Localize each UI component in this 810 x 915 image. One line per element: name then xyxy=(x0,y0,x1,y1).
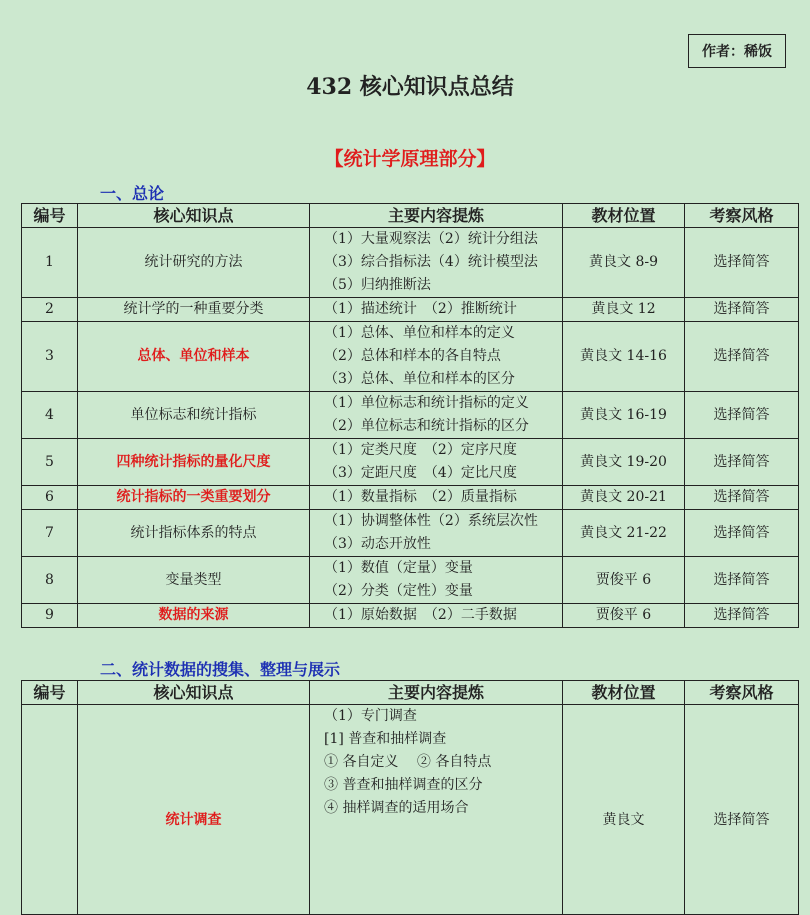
content-line: （1）大量观察法（2）统计分组法 xyxy=(324,231,538,247)
table-row xyxy=(22,510,799,557)
row-no: 4 xyxy=(22,392,78,439)
row-no: 9 xyxy=(22,604,78,628)
row-ref: 黄良文 14-16 xyxy=(563,322,685,392)
row-topic-highlighted: 数据的来源 xyxy=(78,604,310,628)
table-header-row xyxy=(22,681,799,705)
content-line: [1] 普查和抽样调查 xyxy=(324,731,447,747)
content-line: ③ 普查和抽样调查的区分 xyxy=(324,777,483,793)
table-header-row xyxy=(22,204,799,228)
col-header-ref: 教材位置 xyxy=(563,204,685,228)
table-row xyxy=(22,705,799,915)
row-content xyxy=(310,557,563,604)
content-line: （3）综合指标法（4）统计模型法 xyxy=(324,254,538,270)
table-row xyxy=(22,228,799,298)
content-line: （1）专门调查 xyxy=(324,708,417,724)
row-no: 2 xyxy=(22,298,78,322)
content-line: （1）原始数据 （2）二手数据 xyxy=(324,607,517,623)
row-no: 1 xyxy=(22,228,78,298)
row-topic: 统计指标体系的特点 xyxy=(78,510,310,557)
row-ref: 黄良文 12 xyxy=(563,298,685,322)
row-no: 3 xyxy=(22,322,78,392)
col-header-topic: 核心知识点 xyxy=(78,681,310,705)
col-header-content: 主要内容提炼 xyxy=(310,204,563,228)
row-ref: 贾俊平 6 xyxy=(563,604,685,628)
row-style: 选择简答 xyxy=(685,322,799,392)
table-row xyxy=(22,557,799,604)
row-content xyxy=(310,486,563,510)
col-header-topic: 核心知识点 xyxy=(78,204,310,228)
table-row xyxy=(22,392,799,439)
table-row xyxy=(22,439,799,486)
row-style: 选择简答 xyxy=(685,486,799,510)
row-style: 选择简答 xyxy=(685,228,799,298)
col-header-ref: 教材位置 xyxy=(563,681,685,705)
row-ref: 黄良文 16-19 xyxy=(563,392,685,439)
row-no: 6 xyxy=(22,486,78,510)
row-style: 选择简答 xyxy=(685,557,799,604)
section-1-table xyxy=(21,203,799,628)
content-line: （1）数量指标 （2）质量指标 xyxy=(324,489,517,505)
row-topic-highlighted: 总体、单位和样本 xyxy=(78,322,310,392)
row-content xyxy=(310,604,563,628)
row-no: 7 xyxy=(22,510,78,557)
content-line: （2）分类（定性）变量 xyxy=(324,583,473,599)
section-1-heading: 一、总论 xyxy=(100,184,165,203)
row-ref: 黄良文 8-9 xyxy=(563,228,685,298)
col-header-no: 编号 xyxy=(22,204,78,228)
section-2-heading: 二、统计数据的搜集、整理与展示 xyxy=(100,660,341,679)
col-header-no: 编号 xyxy=(22,681,78,705)
row-content xyxy=(310,392,563,439)
row-content xyxy=(310,705,563,915)
row-no: 8 xyxy=(22,557,78,604)
row-topic-highlighted: 四种统计指标的量化尺度 xyxy=(78,439,310,486)
content-line: （1）数值（定量）变量 xyxy=(324,560,473,576)
row-style: 选择简答 xyxy=(685,604,799,628)
page-title: 432 核心知识点总结 xyxy=(306,74,514,100)
row-style: 选择简答 xyxy=(685,298,799,322)
row-topic: 统计学的一种重要分类 xyxy=(78,298,310,322)
row-topic: 变量类型 xyxy=(78,557,310,604)
row-topic-highlighted: 统计调查 xyxy=(78,705,310,915)
row-content xyxy=(310,228,563,298)
row-content xyxy=(310,322,563,392)
content-line: （1）定类尺度 （2）定序尺度 xyxy=(324,442,517,458)
row-content xyxy=(310,510,563,557)
content-line: （3）定距尺度 （4）定比尺度 xyxy=(324,465,517,481)
part-subtitle: 【统计学原理部分】 xyxy=(324,148,496,170)
content-line: （1）描述统计 （2）推断统计 xyxy=(324,301,517,317)
row-style: 选择简答 xyxy=(685,439,799,486)
content-line: （3）动态开放性 xyxy=(324,536,431,552)
content-line: （2）总体和样本的各自特点 xyxy=(324,348,501,364)
content-line: （1）协调整体性（2）系统层次性 xyxy=(324,513,538,529)
row-topic-highlighted: 统计指标的一类重要划分 xyxy=(78,486,310,510)
content-line: ④ 抽样调查的适用场合 xyxy=(324,800,469,816)
col-header-style: 考察风格 xyxy=(685,681,799,705)
row-ref: 黄良文 xyxy=(563,705,685,915)
row-style: 选择简答 xyxy=(685,705,799,915)
col-header-content: 主要内容提炼 xyxy=(310,681,563,705)
row-topic: 统计研究的方法 xyxy=(78,228,310,298)
table-row xyxy=(22,604,799,628)
content-line: （3）总体、单位和样本的区分 xyxy=(324,371,515,387)
table-row xyxy=(22,486,799,510)
row-topic: 单位标志和统计指标 xyxy=(78,392,310,439)
content-line: ① 各自定义 ② 各自特点 xyxy=(324,754,492,770)
section-2-table xyxy=(21,680,799,915)
row-ref: 黄良文 21-22 xyxy=(563,510,685,557)
content-line: （2）单位标志和统计指标的区分 xyxy=(324,418,529,434)
row-no xyxy=(22,705,78,915)
row-content xyxy=(310,298,563,322)
content-line: （5）归纳推断法 xyxy=(324,277,431,293)
row-ref: 黄良文 20-21 xyxy=(563,486,685,510)
content-line: （1）单位标志和统计指标的定义 xyxy=(324,395,529,411)
col-header-style: 考察风格 xyxy=(685,204,799,228)
table-row xyxy=(22,322,799,392)
row-content xyxy=(310,439,563,486)
row-style: 选择简答 xyxy=(685,510,799,557)
row-ref: 贾俊平 6 xyxy=(563,557,685,604)
row-ref: 黄良文 19-20 xyxy=(563,439,685,486)
row-no: 5 xyxy=(22,439,78,486)
content-line: （1）总体、单位和样本的定义 xyxy=(324,325,515,341)
table-row xyxy=(22,298,799,322)
author-label: 作者：稀饭 xyxy=(688,34,786,68)
row-style: 选择简答 xyxy=(685,392,799,439)
